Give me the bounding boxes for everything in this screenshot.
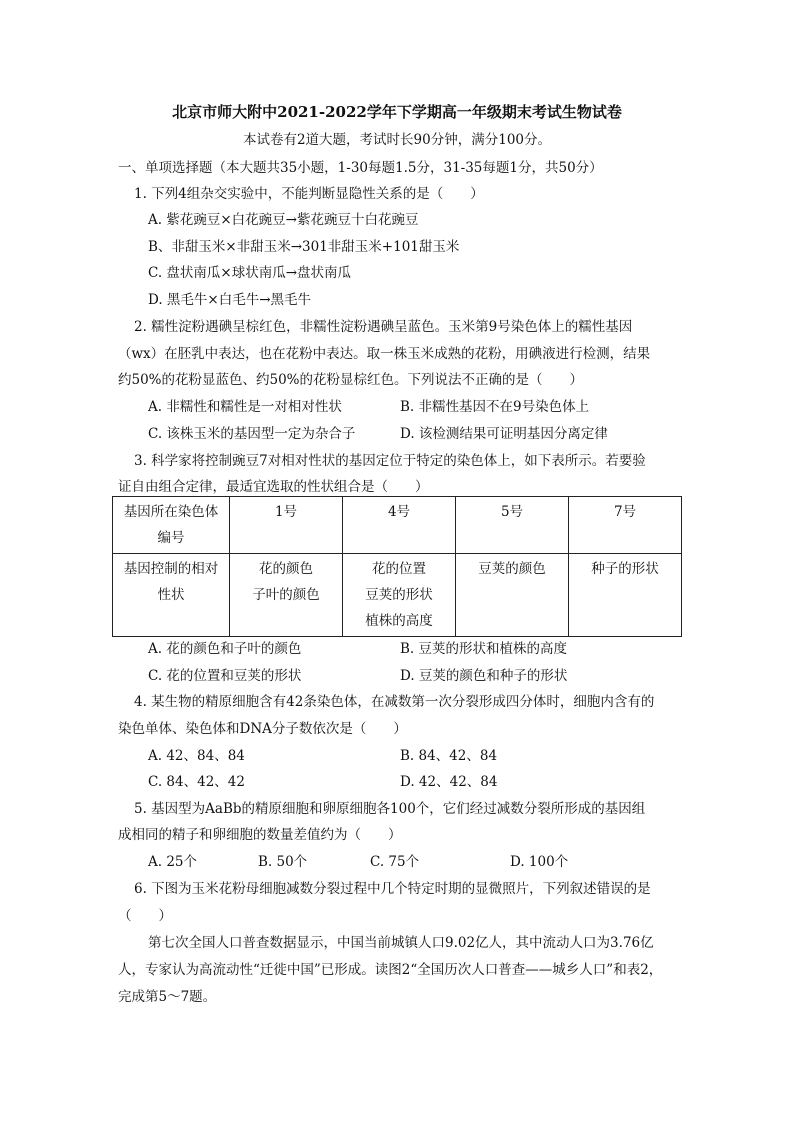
question-1-option-d: D. 黑毛牛×白毛牛→黑毛牛: [148, 292, 312, 308]
question-3-stem-line-2: 证自由组合定律，最适宜选取的性状组合是（ ）: [118, 479, 429, 495]
passage-line-2: 人，专家认为高流动性“迁徙中国”已形成。读图2“全国历次人口普查——城乡人口”和表2，: [118, 962, 663, 978]
table-cell-text: 基因所在染色体: [123, 504, 219, 520]
question-1-option-b: B、非甜玉米×非甜玉米→301非甜玉米+101甜玉米: [148, 239, 460, 255]
section-heading: 一、单项选择题（本大题共35小题，1-30每题1.5分，31-35每题1分，共50分）: [118, 160, 603, 176]
question-3-option-c: C. 花的位置和豆荚的形状: [148, 668, 302, 684]
question-1-option-a: A. 紫花豌豆×白花豌豆→紫花豌豆十白花豌豆: [148, 212, 419, 228]
question-5-option-b: B. 50个: [258, 854, 308, 870]
question-3-stem-line-1: 3. 科学家将控制豌豆7对相对性状的基因定位于特定的染色体上，如下表所示。若要验: [134, 453, 646, 469]
table-cell: 种子的形状: [569, 554, 682, 637]
question-2-option-c: C. 该株玉米的基因型一定为杂合子: [148, 426, 356, 442]
table-cell-text: 花的位置: [372, 561, 426, 577]
question-4-option-c: C. 84、42、42: [148, 774, 245, 790]
table-cell: 5号: [456, 497, 569, 554]
gene-chromosome-table: [112, 496, 682, 637]
question-6-stem-line-1: 6. 下图为玉米花粉母细胞减数分裂过程中几个特定时期的显微照片，下列叙述错误的是: [134, 881, 651, 897]
question-5-option-a: A. 25个: [148, 854, 198, 870]
table-header-cell: [113, 497, 230, 554]
question-4-option-b: B. 84、42、84: [400, 748, 498, 764]
question-4-option-a: A. 42、84、84: [148, 748, 245, 764]
question-1-option-c: C. 盘状南瓜×球状南瓜→盘状南瓜: [148, 265, 352, 281]
question-2-option-d: D. 该检测结果可证明基因分离定律: [400, 426, 608, 442]
table-cell: 7号: [569, 497, 682, 554]
table-header-cell: [113, 554, 230, 637]
passage-line-1: 第七次全国人口普查数据显示，中国当前城镇人口9.02亿人，其中流动人口为3.76亿: [148, 935, 654, 951]
table-cell: 1号: [230, 497, 343, 554]
question-4-stem-line-1: 4. 某生物的精原细胞含有42条染色体，在减数第一次分裂形成四分体时，细胞内含有的: [134, 694, 655, 710]
question-2-stem-line-2: （wx）在胚乳中表达，也在花粉中表达。取一株玉米成熟的花粉，用碘液进行检测，结果: [118, 346, 651, 362]
question-5-option-c: C. 75个: [370, 854, 420, 870]
question-3-option-a: A. 花的颜色和子叶的颜色: [148, 641, 302, 657]
question-6-stem-line-2: （ ）: [118, 908, 172, 924]
question-4-stem-line-2: 染色单体、染色体和DNA分子数依次是（ ）: [118, 721, 407, 737]
page-title: 北京市师大附中2021-2022学年下学期高一年级期末考试生物试卷: [172, 103, 622, 121]
table-cell-text: 基因控制的相对: [123, 561, 219, 577]
table-cell-text: 豆荚的形状: [365, 587, 433, 603]
exam-instructions: 本试卷有2道大题，考试时长90分钟，满分100分。: [242, 132, 552, 148]
table-cell: [230, 554, 343, 637]
table-row: [113, 497, 682, 554]
question-5-stem-line-2: 成相同的精子和卵细胞的数量差值约为（ ）: [118, 827, 402, 843]
passage-line-3: 完成第5～7题。: [118, 989, 217, 1005]
table-cell-text: 性状: [157, 587, 185, 603]
table-cell-text: 植株的高度: [365, 613, 433, 629]
question-3-option-d: D. 豆荚的颜色和种子的形状: [400, 668, 568, 684]
question-5-stem-line-1: 5. 基因型为AaBb的精原细胞和卵原细胞各100个，它们经过减数分裂所形成的基因组: [134, 801, 646, 817]
question-4-option-d: D. 42、42、84: [400, 774, 498, 790]
question-5-option-d: D. 100个: [510, 854, 569, 870]
table-cell: 豆荚的颜色: [456, 554, 569, 637]
question-2-option-b: B. 非糯性基因不在9号染色体上: [400, 399, 590, 415]
question-2-stem-line-3: 约50%的花粉显蓝色、约50%的花粉显棕红色。下列说法不正确的是（ ）: [118, 372, 584, 388]
table-cell-text: 子叶的颜色: [252, 587, 320, 603]
question-2-option-a: A. 非糯性和糯性是一对相对性状: [148, 399, 342, 415]
table-cell-text: 花的颜色: [259, 561, 313, 577]
table-row: [113, 554, 682, 637]
table-cell: [343, 554, 456, 637]
table-cell: 4号: [343, 497, 456, 554]
question-1-stem: 1. 下列4组杂交实验中，不能判断显隐性关系的是（ ）: [134, 186, 484, 202]
question-3-option-b: B. 豆荚的形状和植株的高度: [400, 641, 568, 657]
question-2-stem-line-1: 2. 糯性淀粉遇碘呈棕红色，非糯性淀粉遇碘呈蓝色。玉米第9号染色体上的糯性基因: [134, 319, 633, 335]
table-cell-text: 编号: [157, 530, 185, 546]
